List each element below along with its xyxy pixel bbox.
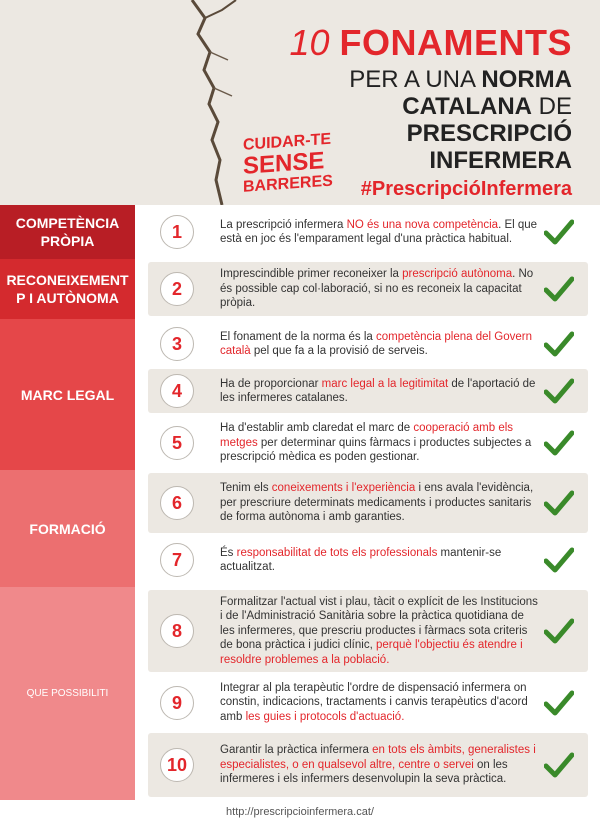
- subtitle-line-3: CATALANA DE: [402, 93, 572, 120]
- highlight-text: competència plena del Govern català: [220, 330, 532, 357]
- fonament-text: [220, 377, 540, 406]
- header: [0, 0, 600, 205]
- category-reconeixement: RECONEIXEMENT P I AUTÒNOMA: [0, 259, 135, 319]
- check-icon: [544, 331, 574, 357]
- fonament-number: 9: [160, 686, 194, 720]
- fonament-number: 4: [160, 374, 194, 408]
- fonament-text: [220, 421, 540, 465]
- body-text: pel que fa a la provisió de serveis.: [250, 345, 428, 357]
- fonament-number: 6: [160, 486, 194, 520]
- check-icon: [544, 690, 574, 716]
- fonament-row: [148, 473, 588, 533]
- highlight-text: coneixements i l'experiència: [271, 482, 416, 494]
- body-text: Ha de proporcionar: [220, 377, 322, 390]
- logo-line-2: SENSE: [243, 147, 325, 180]
- body-text: La prescripció infermera: [220, 218, 347, 231]
- fonament-number: 10: [160, 748, 194, 782]
- subtitle-line-5: INFERMERA: [429, 147, 572, 174]
- body-text: Garantir la pràctica infermera: [220, 744, 373, 756]
- body-text: És: [220, 546, 237, 559]
- check-icon: [544, 378, 574, 404]
- campaign-logo: [243, 129, 353, 197]
- category-marc-legal: MARC LEGAL: [0, 319, 135, 470]
- hashtag[interactable]: #PrescripcióInfermera: [360, 178, 572, 200]
- fonament-text: [220, 743, 540, 787]
- logo-line-3: BARRERES: [243, 172, 333, 196]
- check-icon: [544, 752, 574, 778]
- subtitle-line-4: PRESCRIPCIÓ: [406, 120, 572, 147]
- body-text: de l'aportació de les infermeres catalanes.: [220, 377, 536, 404]
- category-formacio: FORMACIÓ: [0, 470, 135, 587]
- fonament-number: 3: [160, 327, 194, 361]
- highlight-text: prescripció autònoma: [402, 268, 513, 280]
- fonament-text: [220, 218, 540, 247]
- fonament-text: [220, 330, 540, 359]
- fonament-row: [148, 733, 588, 797]
- check-icon: [544, 219, 574, 245]
- fonament-row: [148, 675, 588, 730]
- subtitle-line-2: PER A UNA NORMA: [349, 66, 572, 93]
- body-text: Ha d'establir amb claredat el marc de: [220, 422, 414, 434]
- highlight-text: marc legal a la legitimitat: [321, 377, 449, 390]
- body-text: Formalitzar l'actual vist i plau, tàcit o explícit de les Institucions i de l'Administració Sanitària sobre la pràctica quotidiana de les infermeres, que prescriu productes i fàrmacs sota criteris de bona pràctica i judici clínic,: [220, 595, 538, 651]
- fonament-number: 7: [160, 543, 194, 577]
- fonament-number: 5: [160, 426, 194, 460]
- main-title: 10 FONAMENTS: [289, 22, 572, 63]
- logo-line-1: CUIDAR-TE: [243, 130, 331, 154]
- check-icon: [544, 547, 574, 573]
- body-text: Tenim els: [220, 482, 272, 494]
- body-text: El fonament de la norma és la: [220, 330, 376, 343]
- body-text: per determinar quins fàrmacs i productes subjectes a prescripció mèdica es poden gestionar.: [220, 436, 532, 463]
- category-que-possibiliti: QUE POSSIBILITI: [0, 587, 135, 800]
- fonament-row: [148, 536, 588, 584]
- fonament-number: 1: [160, 215, 194, 249]
- fonament-number: 8: [160, 614, 194, 648]
- highlight-text: cooperació amb els metges: [220, 422, 514, 449]
- fonament-row: [148, 590, 588, 672]
- highlight-text: NO és una nova competència: [346, 218, 499, 231]
- fonament-row: [148, 416, 588, 470]
- fonament-text: [220, 481, 540, 525]
- fonament-text: [220, 546, 540, 575]
- body-text: . No és possible cap col·laboració, si no es reconeix la capacitat pròpia.: [220, 268, 534, 309]
- fonament-text: [220, 681, 540, 725]
- body-text: on les infermeres i els infermers desenvolupin la seva pràctica.: [220, 758, 508, 785]
- check-icon: [544, 430, 574, 456]
- body-text: Integrar al pla terapèutic l'ordre de dispensació infermera on constin, indicacions, tractaments i canvis terapèutics d'acord amb: [220, 681, 528, 723]
- fonament-text: [220, 595, 540, 668]
- body-text: . El que està en joc és l'emparament legal d'una pràctica habitual.: [220, 218, 538, 245]
- fonament-row: [148, 322, 588, 366]
- fonament-text: [220, 267, 540, 311]
- body-text: Imprescindible primer reconeixer la: [220, 268, 403, 280]
- fonament-row: [148, 369, 588, 413]
- highlight-text: les guies i protocols d'actuació.: [245, 710, 405, 723]
- highlight-text: en tots els àmbits, generalistes i especialistes, o en qualsevol altre, centre o servei: [220, 744, 536, 771]
- fonament-row: [148, 262, 588, 316]
- footer-url[interactable]: http://prescripcioinfermera.cat/: [226, 806, 374, 818]
- check-icon: [544, 276, 574, 302]
- fonament-number: 2: [160, 272, 194, 306]
- body-text: mantenir-se actualitzat.: [220, 546, 502, 573]
- highlight-text: responsabilitat de tots els professionals: [236, 546, 438, 559]
- body-text: i ens avala l'evidència, per prescriure determinats medicaments i productes sanitaris de forma autònoma i amb garanties.: [220, 482, 534, 523]
- fonament-row: [148, 208, 588, 256]
- check-icon: [544, 490, 574, 516]
- category-competencia-propia: COMPETÈNCIA PRÒPIA: [0, 205, 135, 259]
- check-icon: [544, 618, 574, 644]
- highlight-text: perquè l'objectiu és atendre i resoldre problemes a la població.: [220, 639, 523, 666]
